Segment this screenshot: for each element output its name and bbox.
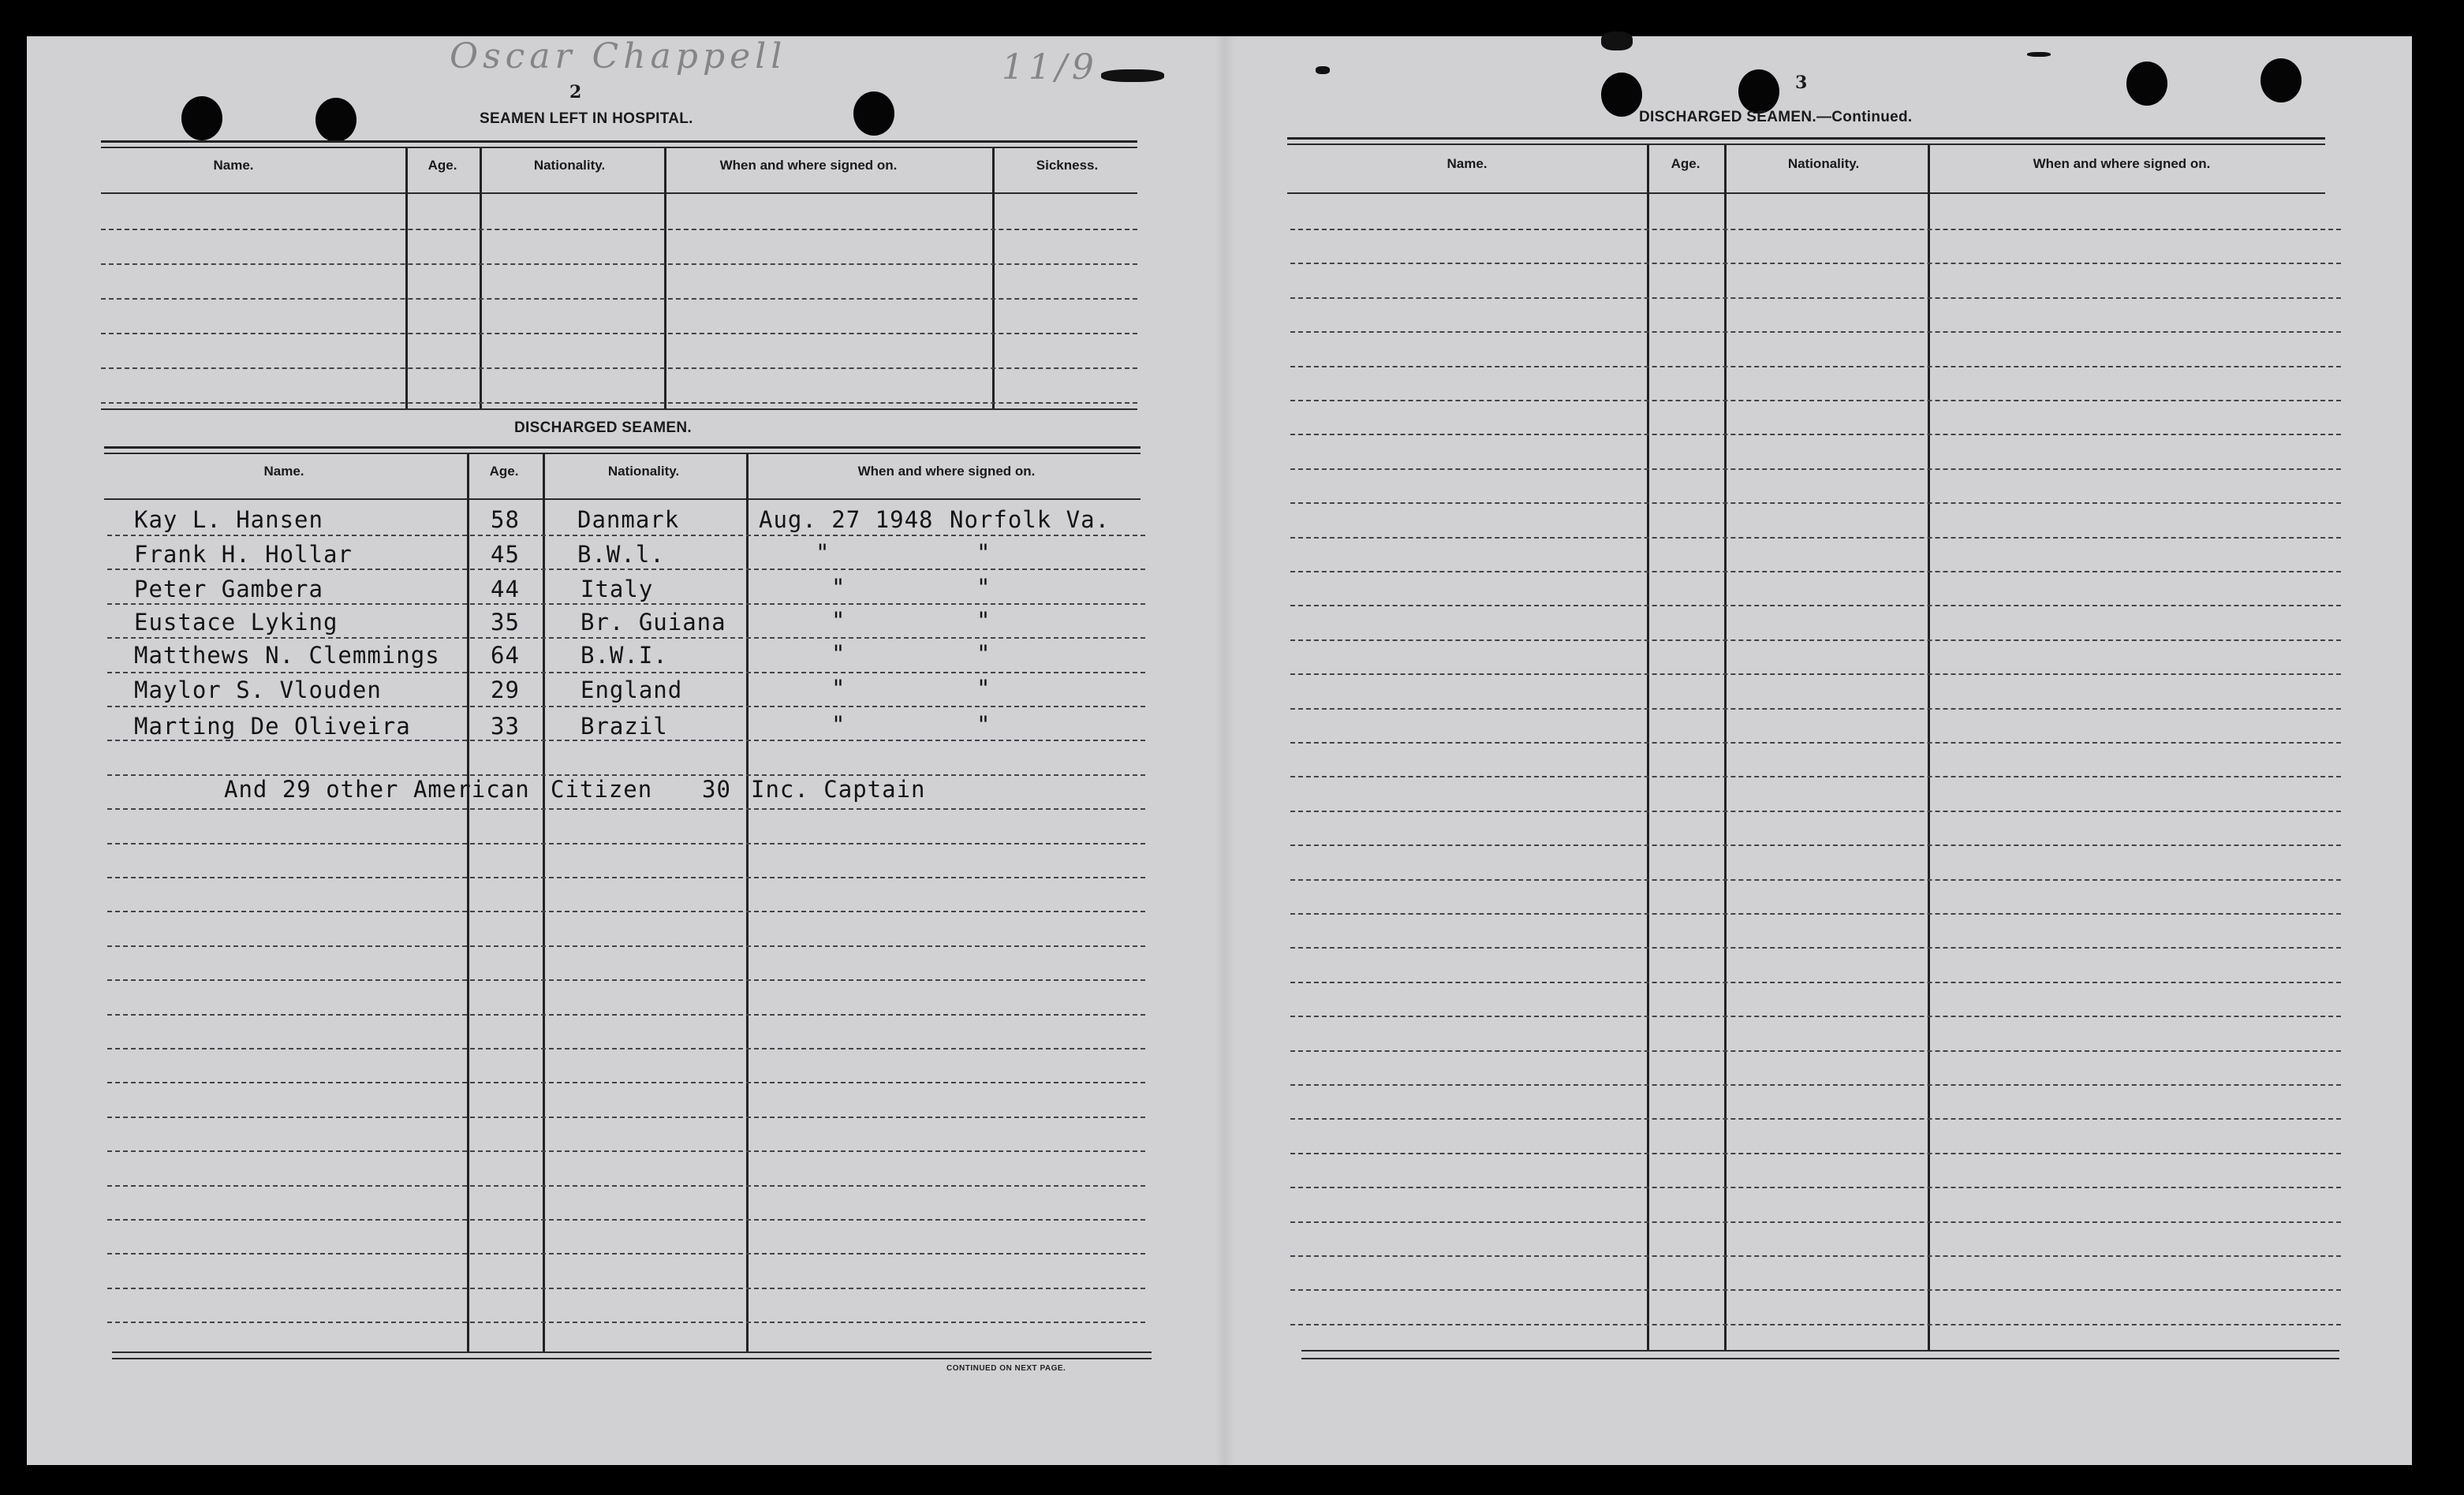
note-part-c: 30 <box>702 776 731 803</box>
rule <box>104 453 1141 454</box>
dotted-row-line <box>107 1048 1145 1049</box>
rule <box>112 1351 1152 1353</box>
dotted-row-line <box>1290 297 2341 299</box>
punch-hole <box>315 98 357 142</box>
dotted-row-line <box>1290 1084 2341 1086</box>
seaman-age: 33 <box>491 713 520 740</box>
signed-date: " <box>831 607 846 634</box>
dotted-row-line <box>1290 1050 2341 1052</box>
rule <box>101 408 1137 410</box>
dotted-row-line <box>1290 537 2341 539</box>
signed-place: " <box>976 607 991 634</box>
dotted-row-line <box>107 740 1145 741</box>
signed-date: " <box>831 711 846 738</box>
dotted-row-line <box>107 1150 1145 1152</box>
dotted-row-line <box>1290 844 2341 846</box>
dotted-row-line <box>107 1014 1145 1016</box>
discharged-col-signed-on: When and where signed on. <box>857 464 1036 479</box>
dotted-row-line <box>107 1288 1145 1289</box>
rule <box>101 192 1137 194</box>
rule <box>1301 1350 2339 1351</box>
seaman-nationality: Italy <box>581 576 654 602</box>
col-divider <box>1928 145 1930 1350</box>
seaman-name: Frank H. Hollar <box>134 541 353 568</box>
hospital-col-signed-on: When and where signed on. <box>719 158 898 173</box>
signed-date: " <box>831 640 846 667</box>
dotted-row-line <box>1290 1289 2341 1291</box>
punch-hole <box>1601 73 1642 117</box>
discharged-section-title: DISCHARGED SEAMEN. <box>514 419 692 436</box>
seaman-name: Peter Gambera <box>134 576 323 602</box>
col-divider <box>467 454 469 1351</box>
dotted-row-line <box>107 808 1145 810</box>
page-number-left: 2 <box>569 82 582 103</box>
col-divider <box>1647 145 1649 1350</box>
dotted-row-line <box>1290 1118 2341 1120</box>
dotted-row-line <box>107 1322 1145 1323</box>
seaman-name: Maylor S. Vlouden <box>134 677 382 703</box>
dotted-row-line <box>1290 571 2341 572</box>
dotted-row-line <box>1290 468 2341 470</box>
punch-hole <box>2261 58 2302 103</box>
dotted-row-line <box>107 637 1145 639</box>
col-divider <box>664 148 666 408</box>
dotted-row-line <box>1290 913 2341 915</box>
dotted-row-line <box>101 333 1137 334</box>
dotted-row-line <box>107 843 1145 844</box>
rule <box>112 1358 1152 1359</box>
signed-place: " <box>976 574 991 601</box>
ink-smudge <box>1601 32 1633 50</box>
dotted-row-line <box>107 877 1145 878</box>
col-divider <box>992 148 995 408</box>
dotted-row-line <box>107 569 1145 570</box>
signed-date: " <box>831 675 846 702</box>
col-divider <box>746 454 749 1351</box>
seaman-nationality: B.W.l. <box>577 541 665 568</box>
dotted-row-line <box>1290 982 2341 983</box>
signed-date: " <box>831 574 846 601</box>
dotted-row-line <box>107 1082 1145 1083</box>
note-part-d: Inc. Captain <box>751 776 926 803</box>
seaman-age: 58 <box>491 506 520 533</box>
dotted-row-line <box>101 367 1137 369</box>
seaman-age: 35 <box>491 609 520 636</box>
handwritten-name: Oscar Chappell <box>450 36 787 76</box>
punch-hole <box>2126 62 2167 106</box>
col-divider <box>543 454 545 1351</box>
dotted-row-line <box>1290 1324 2341 1325</box>
dotted-row-line <box>107 1219 1145 1221</box>
col-divider <box>405 148 408 408</box>
punch-hole <box>1738 69 1779 114</box>
seaman-nationality: England <box>581 677 683 703</box>
dotted-row-line <box>1290 1255 2341 1257</box>
seaman-nationality: Danmark <box>577 506 680 533</box>
signed-place: " <box>976 539 991 566</box>
dotted-row-line <box>107 911 1145 912</box>
discharged-col-age: Age. <box>489 464 519 479</box>
dotted-row-line <box>1290 331 2341 333</box>
signed-place: " <box>976 640 991 667</box>
ink-smudge <box>2027 52 2051 57</box>
dotted-row-line <box>107 945 1145 947</box>
dotted-row-line <box>101 298 1137 300</box>
dotted-row-line <box>1290 229 2341 230</box>
page-fold <box>1215 36 1235 1465</box>
dotted-row-line <box>107 979 1145 981</box>
dotted-row-line <box>1290 605 2341 606</box>
hospital-col-sickness: Sickness. <box>1036 158 1099 173</box>
seaman-name: Marting De Oliveira <box>134 713 411 740</box>
dotted-row-line <box>101 263 1137 265</box>
dotted-row-line <box>107 706 1145 707</box>
seaman-age: 44 <box>491 576 520 602</box>
rule <box>104 446 1141 449</box>
note-part-b: Citizen <box>551 776 653 803</box>
dotted-row-line <box>1290 776 2341 777</box>
dotted-row-line <box>107 1185 1145 1187</box>
note-part-a: And 29 other American <box>224 776 530 803</box>
seaman-nationality: B.W.I. <box>581 642 668 669</box>
dotted-row-line <box>107 672 1145 673</box>
dotted-row-line <box>1290 742 2341 744</box>
hospital-col-nationality: Nationality. <box>533 158 606 173</box>
dotted-row-line <box>1290 1016 2341 1017</box>
rule <box>101 147 1137 148</box>
seaman-nationality: Brazil <box>581 713 668 740</box>
dotted-row-line <box>1290 639 2341 641</box>
hospital-col-age: Age. <box>427 158 457 173</box>
seaman-nationality: Br. Guiana <box>581 609 726 636</box>
dotted-row-line <box>107 535 1145 536</box>
dotted-row-line <box>1290 366 2341 367</box>
dotted-row-line <box>107 1253 1145 1255</box>
dotted-row-line <box>1290 502 2341 504</box>
dotted-row-line <box>1290 434 2341 435</box>
signed-date: " <box>816 539 831 566</box>
rule <box>104 498 1141 500</box>
seaman-age: 45 <box>491 541 520 568</box>
page-number-right: 3 <box>1795 73 1808 93</box>
dotted-row-line <box>107 1117 1145 1118</box>
seaman-name: Kay L. Hansen <box>134 506 323 533</box>
discharged-col-nationality: Nationality. <box>607 464 680 479</box>
dotted-row-line <box>101 402 1137 404</box>
seaman-name: Eustace Lyking <box>134 609 338 636</box>
right-section-title: DISCHARGED SEAMEN.—Continued. <box>1639 109 1913 125</box>
hospital-section-title: SEAMEN LEFT IN HOSPITAL. <box>480 110 693 127</box>
seaman-age: 29 <box>491 677 520 703</box>
hospital-col-name: Name. <box>213 158 254 173</box>
dotted-row-line <box>1290 811 2341 812</box>
seaman-age: 64 <box>491 642 520 669</box>
discharged-col-name: Name. <box>263 464 304 479</box>
col-divider <box>1724 145 1727 1350</box>
seaman-name: Matthews N. Clemmings <box>134 642 440 669</box>
rule <box>1287 137 2325 140</box>
dotted-row-line <box>1290 879 2341 881</box>
dotted-row-line <box>1290 1221 2341 1223</box>
dotted-row-line <box>1290 400 2341 401</box>
rule <box>101 140 1137 143</box>
right-col-name: Name. <box>1447 156 1488 171</box>
dotted-row-line <box>101 229 1137 230</box>
ink-smudge <box>1101 69 1164 82</box>
rule <box>1301 1358 2339 1359</box>
dotted-row-line <box>1290 263 2341 264</box>
dotted-row-line <box>1290 1187 2341 1188</box>
right-col-age: Age. <box>1671 156 1701 171</box>
handwritten-mark: 11/9 <box>1002 47 1099 88</box>
dotted-row-line <box>107 603 1145 605</box>
punch-hole <box>181 96 222 140</box>
right-col-signed-on: When and where signed on. <box>2033 156 2211 171</box>
signed-place: " <box>976 711 991 738</box>
dotted-row-line <box>1290 708 2341 710</box>
dotted-row-line <box>1290 673 2341 675</box>
dotted-row-line <box>1290 1153 2341 1154</box>
signed-place: " <box>976 675 991 702</box>
rule <box>1287 192 2325 194</box>
punch-hole <box>853 91 894 136</box>
col-divider <box>480 148 482 408</box>
continued-note: CONTINUED ON NEXT PAGE. <box>946 1364 1066 1373</box>
ink-smudge <box>1316 66 1330 74</box>
signed-place: Norfolk Va. <box>950 506 1111 533</box>
dotted-row-line <box>1290 947 2341 949</box>
rule <box>1287 144 2325 145</box>
right-col-nationality: Nationality. <box>1787 156 1860 171</box>
signed-date: Aug. 27 1948 <box>759 506 934 533</box>
